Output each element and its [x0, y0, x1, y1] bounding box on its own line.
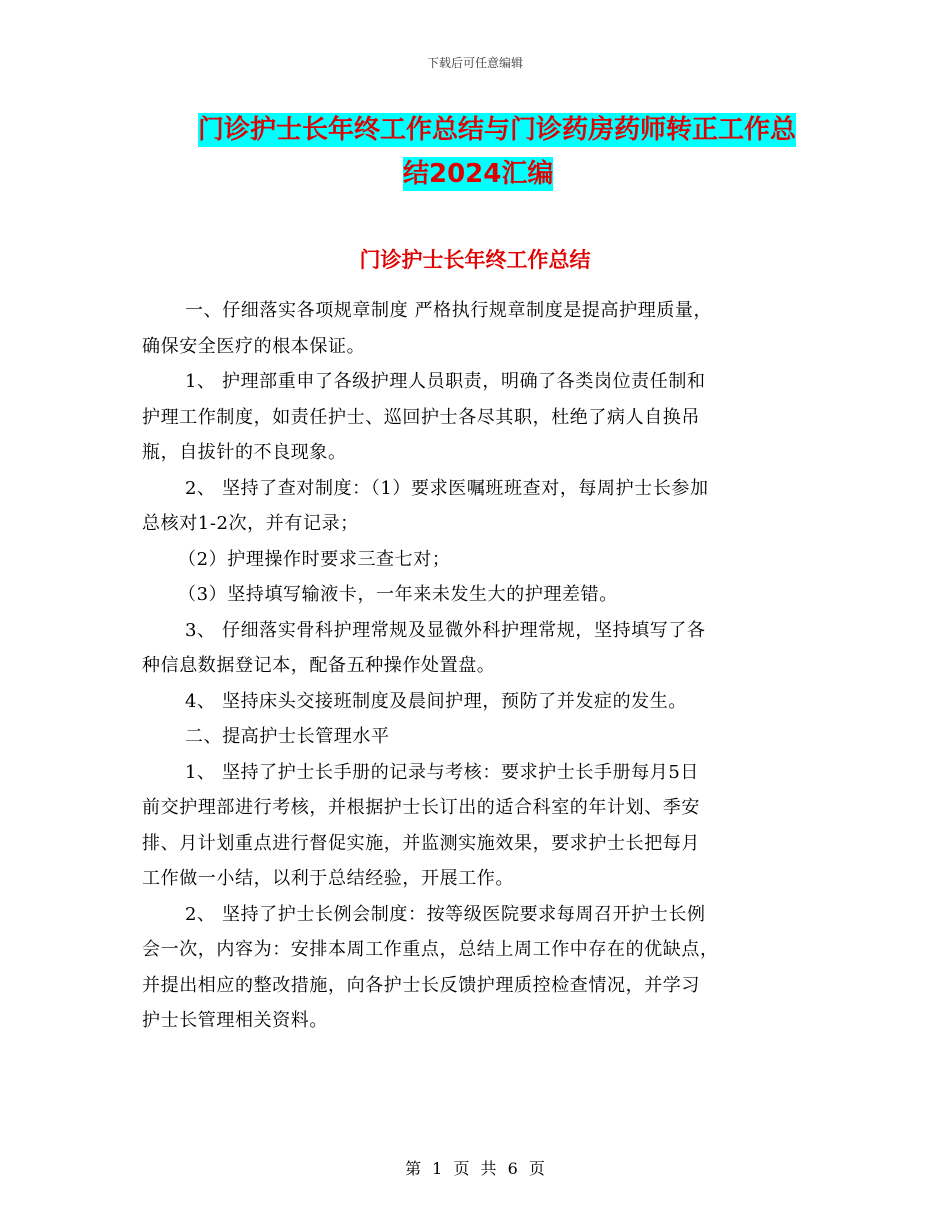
paragraph-line: 3、 仔细落实骨科护理常规及显微外科护理常规，坚持填写了各	[185, 619, 706, 641]
header-note: 下载后可任意编辑	[426, 56, 523, 70]
paragraph-line: 1、 护理部重申了各级护理人员职责，明确了各类岗位责任制和	[185, 371, 706, 392]
paragraph-line: 确保安全医疗的根本保证。	[142, 335, 366, 357]
paragraph-line: （2）护理操作时要求三查七对；	[178, 548, 451, 570]
body-text	[142, 293, 810, 1039]
paragraph-line: 种信息数据登记本，配备五种操作处置盘。	[142, 655, 496, 676]
document-title	[190, 108, 810, 196]
paragraph-line: 护理工作制度，如责任护士、巡回护士各尽其职，杜绝了病人自换吊	[142, 406, 700, 428]
paragraph-line: 2、 坚持了查对制度：（1）要求医嘱班班查对，每周护士长参加	[185, 477, 709, 499]
paragraph-line: 2、 坚持了护士长例会制度：按等级医院要求每周召开护士长例	[185, 903, 706, 925]
paragraph-line: 二、提高护士长管理水平	[185, 726, 390, 747]
title-line-2: 结2024汇编	[403, 159, 554, 189]
paragraph-line: 瓶，自拔针的不良现象。	[142, 442, 347, 463]
paragraph-line: 工作做一小结，以利于总结经验，开展工作。	[142, 868, 514, 889]
paragraph-line: 并提出相应的整改措施，向各护士长反馈护理质控检查情况，并学习	[142, 974, 700, 996]
paragraph-line: 总核对1-2次，并有记录；	[142, 513, 359, 534]
section-title: 门诊护士长年终工作总结	[359, 248, 591, 272]
title-line-1: 门诊护士长年终工作总结与门诊药房药师转正工作总	[198, 115, 797, 145]
paragraph-line: 前交护理部进行考核，并根据护士长订出的适合科室的年计划、季安	[142, 797, 700, 818]
paragraph-line: 一、仔细落实各项规章制度 严格执行规章制度是提高护理质量，	[185, 300, 713, 321]
paragraph-line: （3）坚持填写输液卡，一年来未发生大的护理差错。	[178, 584, 618, 605]
paragraph-line: 4、 坚持床头交接班制度及晨间护理，预防了并发症的发生。	[185, 690, 687, 712]
page-footer: 第 1 页 共 6 页	[405, 1159, 545, 1178]
paragraph-line: 会一次，内容为：安排本周工作重点，总结上周工作中存在的优缺点，	[142, 939, 719, 960]
paragraph-line: 护士长管理相关资料。	[142, 1010, 328, 1031]
paragraph-line: 排、月计划重点进行督促实施，并监测实施效果，要求护士长把每月	[142, 832, 700, 854]
paragraph-line: 1、 坚持了护士长手册的记录与考核：要求护士长手册每月5日	[185, 761, 700, 783]
